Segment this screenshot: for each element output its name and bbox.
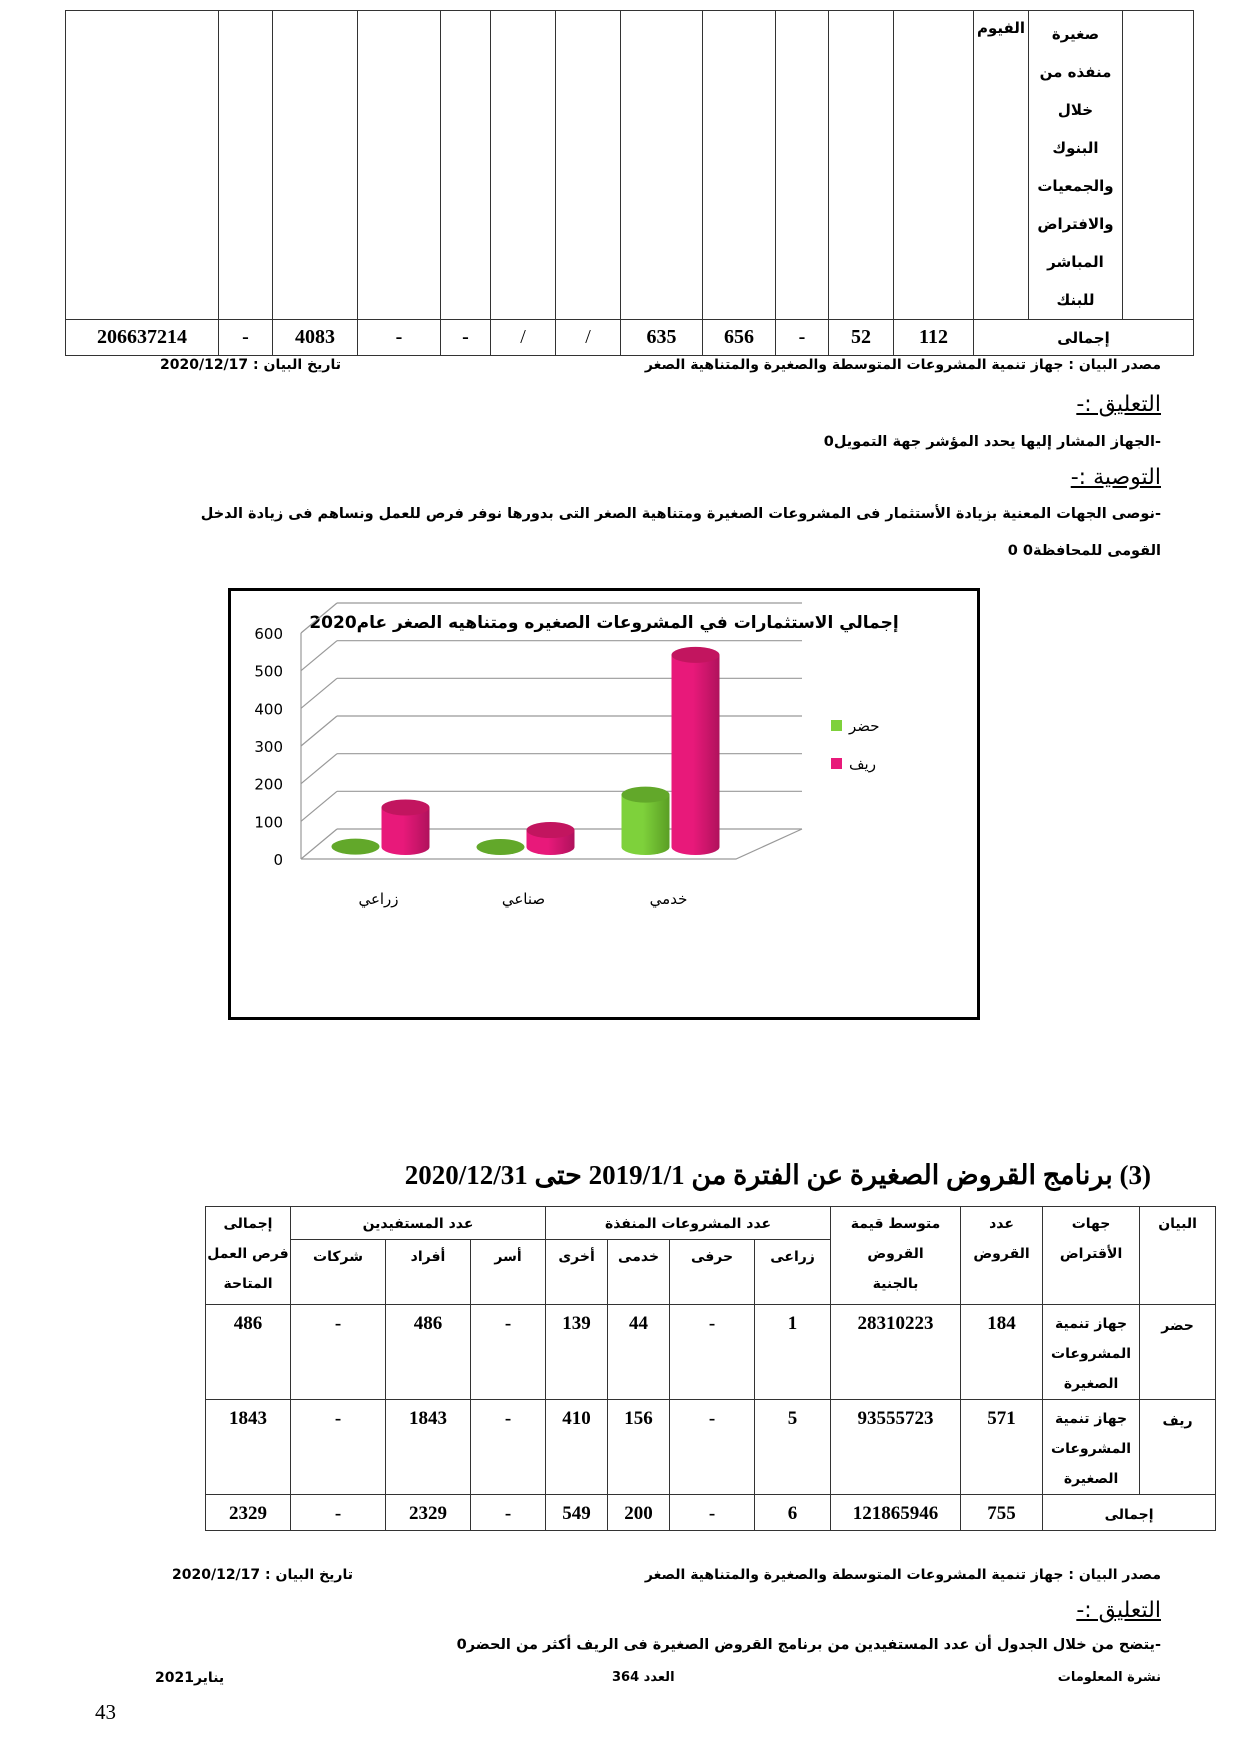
bar-top	[382, 799, 430, 815]
bar-body	[672, 655, 720, 855]
total-label: إجمالى	[974, 320, 1194, 356]
table-row: حضر جهاز تنمية المشروعات الصغيرة 184 28310223 1 - 44 139 - 486 - 486	[105, 1305, 1216, 1400]
gridline-diagonal	[301, 829, 337, 859]
governorate-cell: الفيوم	[974, 11, 1029, 320]
y-axis-ticks	[254, 625, 283, 869]
table3-title: (3) برنامج القروض الصغيرة عن الفترة من 2019/1/1 حتى 2020/12/31	[404, 1160, 1151, 1190]
y-tick-label: 300	[254, 738, 283, 756]
col-statement: البيان	[1140, 1207, 1216, 1305]
col-loan-count: عدد القروض	[961, 1207, 1043, 1305]
bar-top	[622, 787, 670, 803]
program-label-cell: صغيرة منفذه من خلال البنوك والجمعيات والافتراض المباشر للبنك	[1029, 11, 1123, 320]
y-tick-label: 500	[254, 662, 283, 681]
y-tick-label: 600	[254, 625, 283, 643]
col-group-projects: عدد المشروعات المنفذة	[546, 1207, 831, 1240]
y-tick-label: 400	[254, 700, 283, 719]
table-continued	[65, 10, 1194, 356]
bar-ريف-خدمي	[672, 647, 720, 855]
gridline-diagonal	[301, 754, 337, 784]
page-number: 43	[95, 1700, 116, 1724]
footer-publication: نشرة المعلومات	[1057, 1670, 1161, 1685]
table-row: ريف جهاز تنمية المشروعات الصغيرة 571 93555723 5 - 156 410 - 1843 - 1843	[105, 1400, 1216, 1495]
recommendation-line-1: -نوصى الجهات المعنية بزيادة الأستثمار فى المشروعات الصغيرة ومتناهية الصغر التى بدورها نوفر فرص للعمل ونساهم فى زيادة الدخل	[200, 506, 1161, 522]
x-axis-labels	[358, 890, 687, 909]
gridline-diagonal	[301, 791, 337, 821]
recommendation-line-2: القومى للمحافظة0 0	[1007, 543, 1161, 559]
bar-top	[332, 839, 380, 855]
legend-label: حضر	[849, 717, 880, 735]
chart-title: إجمالي الاستثمارات في المشروعات الصغيره ومتناهيه الصغر عام2020	[309, 613, 899, 633]
total-row: 206637214 - 4083 - - / / 635 656 - 52 112 إجمالى	[66, 320, 1194, 356]
chart-grid	[301, 603, 802, 859]
recommendation-heading: التوصية :-	[1070, 465, 1161, 490]
col-service: خدمى	[608, 1240, 670, 1305]
col-individuals: أفراد	[386, 1240, 471, 1305]
legend-label: ريف	[849, 755, 876, 773]
y-tick-label: 100	[254, 813, 283, 832]
bar-حضر-صناعي	[477, 839, 525, 855]
col-other: أخرى	[546, 1240, 608, 1305]
investment-chart	[231, 591, 977, 1017]
bar-top	[527, 822, 575, 838]
comment-text: -يتضح من خلال الجدول أن عدد المستفيدين من برنامج القروض الصغيرة فى الريف أكثر من الحضر0	[456, 1637, 1161, 1653]
y-tick-label: 0	[273, 851, 283, 869]
bar-ريف-صناعي	[527, 822, 575, 855]
legend-swatch	[831, 758, 842, 769]
bar-body	[622, 795, 670, 855]
comment-text: -الجهاز المشار إليها يحدد المؤشر جهة التمويل0	[823, 434, 1161, 450]
col-families: أسر	[471, 1240, 546, 1305]
col-craft: حرفى	[670, 1240, 755, 1305]
bar-حضر-زراعي	[332, 839, 380, 855]
col-group-beneficiaries: عدد المستفيدين	[291, 1207, 546, 1240]
data-date: تاريخ البيان : 2020/12/17	[172, 1567, 353, 1583]
footer-issue: العدد 364	[612, 1670, 675, 1685]
y-tick-label: 200	[254, 775, 283, 794]
bar-ريف-زراعي	[382, 799, 430, 855]
comment-heading: التعليق :-	[1076, 1598, 1161, 1623]
x-tick-label: زراعي	[358, 890, 399, 908]
table-row	[66, 11, 1194, 320]
x-tick-label: صناعي	[501, 890, 546, 908]
data-source: مصدر البيان : جهاز تنمية المشروعات المتوسطة والصغيرة والمتناهية الصغر	[644, 357, 1161, 373]
bar-top	[672, 647, 720, 663]
bar-حضر-خدمي	[622, 787, 670, 855]
col-avg-value: متوسط قيمة القروض بالجنية	[831, 1207, 961, 1305]
gridline-diagonal	[301, 716, 337, 746]
total-row: إجمالى 755 121865946 6 - 200 549 - 2329 - 2329	[105, 1495, 1216, 1531]
gridline-diagonal	[301, 678, 337, 708]
gridline-diagonal	[301, 641, 337, 671]
data-source: مصدر البيان : جهاز تنمية المشروعات المتوسطة والصغيرة والمتناهية الصغر	[644, 1567, 1161, 1583]
x-tick-label: خدمي	[649, 890, 688, 908]
header-row-1	[105, 1207, 1216, 1240]
chart-legend	[831, 717, 880, 773]
col-companies: شركات	[291, 1240, 386, 1305]
chart-container	[228, 588, 980, 1020]
col-agricultural: زراعى	[755, 1240, 831, 1305]
legend-swatch	[831, 720, 842, 731]
col-lenders: جهات الأقتراض	[1043, 1207, 1140, 1305]
small-loans-table	[104, 1206, 1216, 1531]
data-date: تاريخ البيان : 2020/12/17	[160, 357, 341, 373]
col-jobs: إجمالى فرص العمل المتاحة	[206, 1207, 291, 1305]
bar-top	[477, 839, 525, 855]
comment-heading: التعليق :-	[1076, 392, 1161, 417]
footer-date: يناير2021	[155, 1670, 225, 1686]
